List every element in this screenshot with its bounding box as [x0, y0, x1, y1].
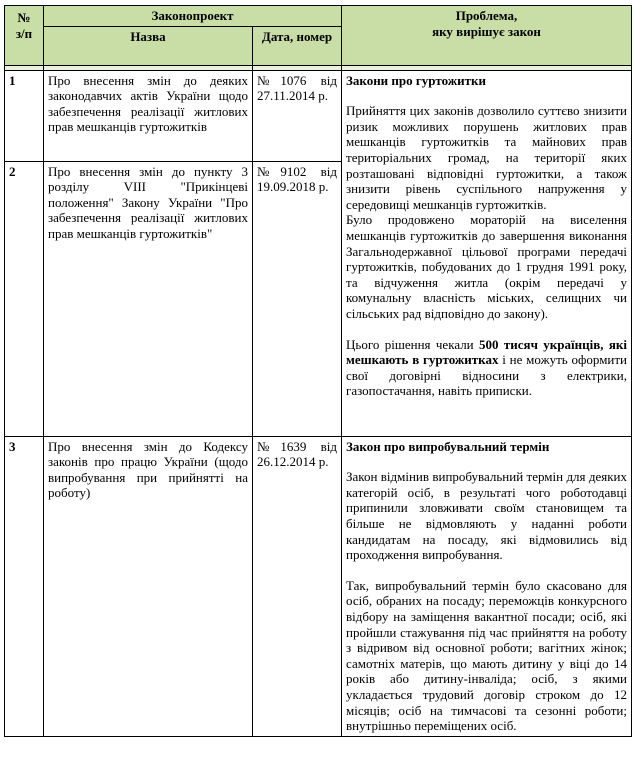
problem-paragraph: Прийняття цих законів дозволило суттєво знизити ризик можливих порушень житлових прав мешканців гуртожитків та майнових прав територіальних громад, на території яких розташовані відповідні гуртожитки, а також знизити рівень суспільного напруження у середовищі мешканців гуртожитків. — [346, 103, 628, 212]
problem-paragraph: Цього рішення чекали 500 тисяч українців, які мешкають в гуртожитках і не можуть оформити свої договірні відносини з електрики, газопостачання, навіть приписки. — [346, 336, 628, 399]
problem-title: Закони про гуртожитки — [346, 72, 487, 88]
bill-date: №1076 від 27.11.2014 р. — [253, 70, 342, 161]
bill-name: Про внесення змін до пункту 3 розділу VIII "Прикінцеві положення" Закону України "Про забезпечення реалізації житлових прав мешканців гуртожитків" — [44, 161, 253, 436]
header-date: Дата, номер — [253, 26, 342, 65]
table-row — [5, 70, 632, 161]
problem-paragraph: Було продовжено мораторій на виселення мешканців гуртожитків до завершення виконання Загальнодержавної цільової програми передачі гуртожитків, побудованих до 1 грудня 1991 року, та відчуження житла (окрім передачі у комунальну власність міських, селищних чи сільських рад відповідно до закону). — [346, 212, 628, 321]
laws-table — [4, 5, 632, 737]
problem-paragraph: Так, випробувальний термін було скасовано для осіб, обраних на посаду; переможців конкурсного відбору на заміщення вакантної посади; осіб, які пройшли стажування під час прийняття на роботу з відривом від основної роботи; вагітних жінок; самотніх матерів, що мають дитину у віці до 14 років або дитину-інваліда; осіб, з якими укладається трудовий договір строком до 12 місяців; осіб на тимчасові та сезонні роботи; внутрішньо переміщених осіб. — [346, 577, 628, 734]
row-number: 2 — [5, 161, 44, 436]
problem-title: Закон про випробувальний термін — [346, 438, 550, 454]
header-number: № з/п — [5, 6, 44, 66]
bill-date: №9102 від 19.09.2018 р. — [253, 161, 342, 436]
row-number: 1 — [5, 70, 44, 161]
bill-name: Про внесення змін до деяких законодавчих актів України щодо забезпечення реалізації житлових прав мешканців гуртожитків — [44, 70, 253, 161]
header-problem: Проблема, яку вирішує закон — [342, 6, 632, 66]
table-row — [5, 436, 632, 736]
problem-paragraph: Закон відмінив випробувальний термін для деяких категорій осіб, в результаті чого роботодавці припинили зловживати своїм становищем та більше не відмовляють у наданні роботи кандидатам на посаду, які відмовились від проходження випробування. — [346, 469, 628, 563]
highlight-text: 500 тисяч українців, які мешкають в гуртожитках — [346, 336, 628, 368]
problem-cell-probation — [342, 436, 632, 736]
header-name: Назва — [44, 26, 253, 65]
row-number: 3 — [5, 436, 44, 736]
header-bill: Законопроект — [44, 6, 342, 27]
bill-name: Про внесення змін до Кодексу законів про працю України (щодо випробування при прийнятті на роботу) — [44, 436, 253, 736]
problem-cell-dormitories — [342, 70, 632, 436]
header-row — [5, 6, 632, 27]
bill-date: №1639 від 26.12.2014 р. — [253, 436, 342, 736]
